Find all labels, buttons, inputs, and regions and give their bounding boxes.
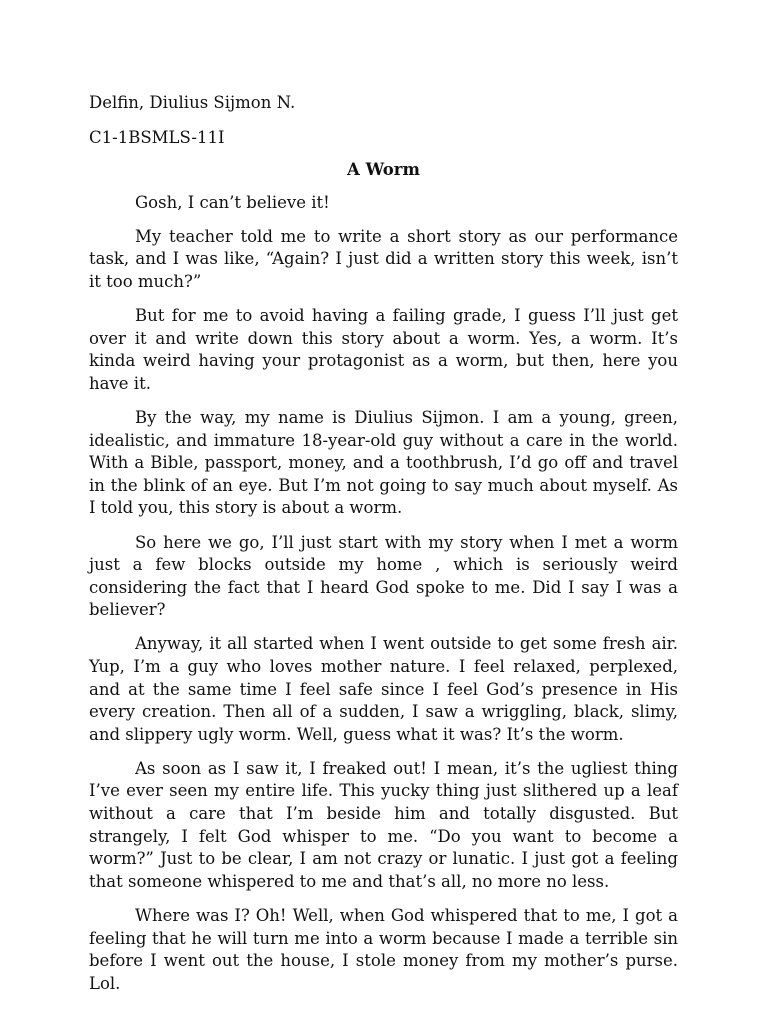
story-paragraph-4 — [89, 407, 678, 520]
paragraph-text: Where was I? Oh! Well, when God whispered that to me, I got a feeling that he will turn me into a worm because I made a terrible sin before I went out the house, I stole money from my mother’s purse. Lol. — [89, 905, 678, 993]
story-paragraph-2 — [89, 226, 678, 294]
story-paragraph-8 — [89, 905, 678, 995]
class-section: C1-1BSMLS-11I — [89, 127, 225, 147]
story-paragraph-5 — [89, 532, 678, 622]
paragraph-text: By the way, my name is Diulius Sijmon. I am a young, green, idealistic, and immature 18-year-old guy without a care in the world. With a Bible, passport, money, and a toothbrush, I’d go off and travel in the blink of an eye. But I’m not going to say much about myself. As I told you, this story is about a worm. — [89, 408, 678, 518]
story-paragraph-3 — [89, 305, 678, 395]
document-body — [89, 92, 678, 1007]
author-name: Delfin, Diulius Sijmon N. — [89, 93, 296, 112]
paragraph-text: Anyway, it all started when I went outside to get some fresh air. Yup, I’m a guy who loves mother nature. I feel relaxed, perplexed, and at the same time I feel safe since I feel God’s presence in His every creation. Then all of a sudden, I saw a wriggling, black, slimy, and slippery ugly worm. Well, guess what it was? It’s the worm. — [89, 634, 678, 744]
paragraph-text: As soon as I saw it, I freaked out! I mean, it’s the ugliest thing I’ve ever seen my entire life. This yucky thing just slithered up a leaf without a care that I’m beside him and totally disgusted. But strangely, I felt God whisper to me. “Do you want to become a worm?” Just to be clear, I am not crazy or lunatic. I just got a feeling that someone whispered to me and that’s all, no more no less. — [89, 758, 678, 891]
paragraph-text: My teacher told me to write a short story as our performance task, and I was like, “Again? I just did a written story this week, isn’t it too much?” — [89, 226, 678, 292]
story-paragraph-7 — [89, 758, 678, 894]
paragraph-text: So here we go, I’ll just start with my story when I met a worm just a few blocks outside my home , which is seriously weird considering the fact that I heard God spoke to me. Did I say I was a believer? — [89, 532, 678, 620]
story-paragraph-1 — [89, 192, 678, 215]
story-paragraph-6 — [89, 633, 678, 746]
paragraph-text: Gosh, I can’t believe it! — [135, 192, 330, 212]
story-title: A Worm — [347, 160, 420, 180]
paragraph-text: But for me to avoid having a failing grade, I guess I’ll just get over it and write down this story about a worm. Yes, a worm. It’s kinda weird having your protagonist as a worm, but then, here you have it. — [89, 306, 678, 393]
